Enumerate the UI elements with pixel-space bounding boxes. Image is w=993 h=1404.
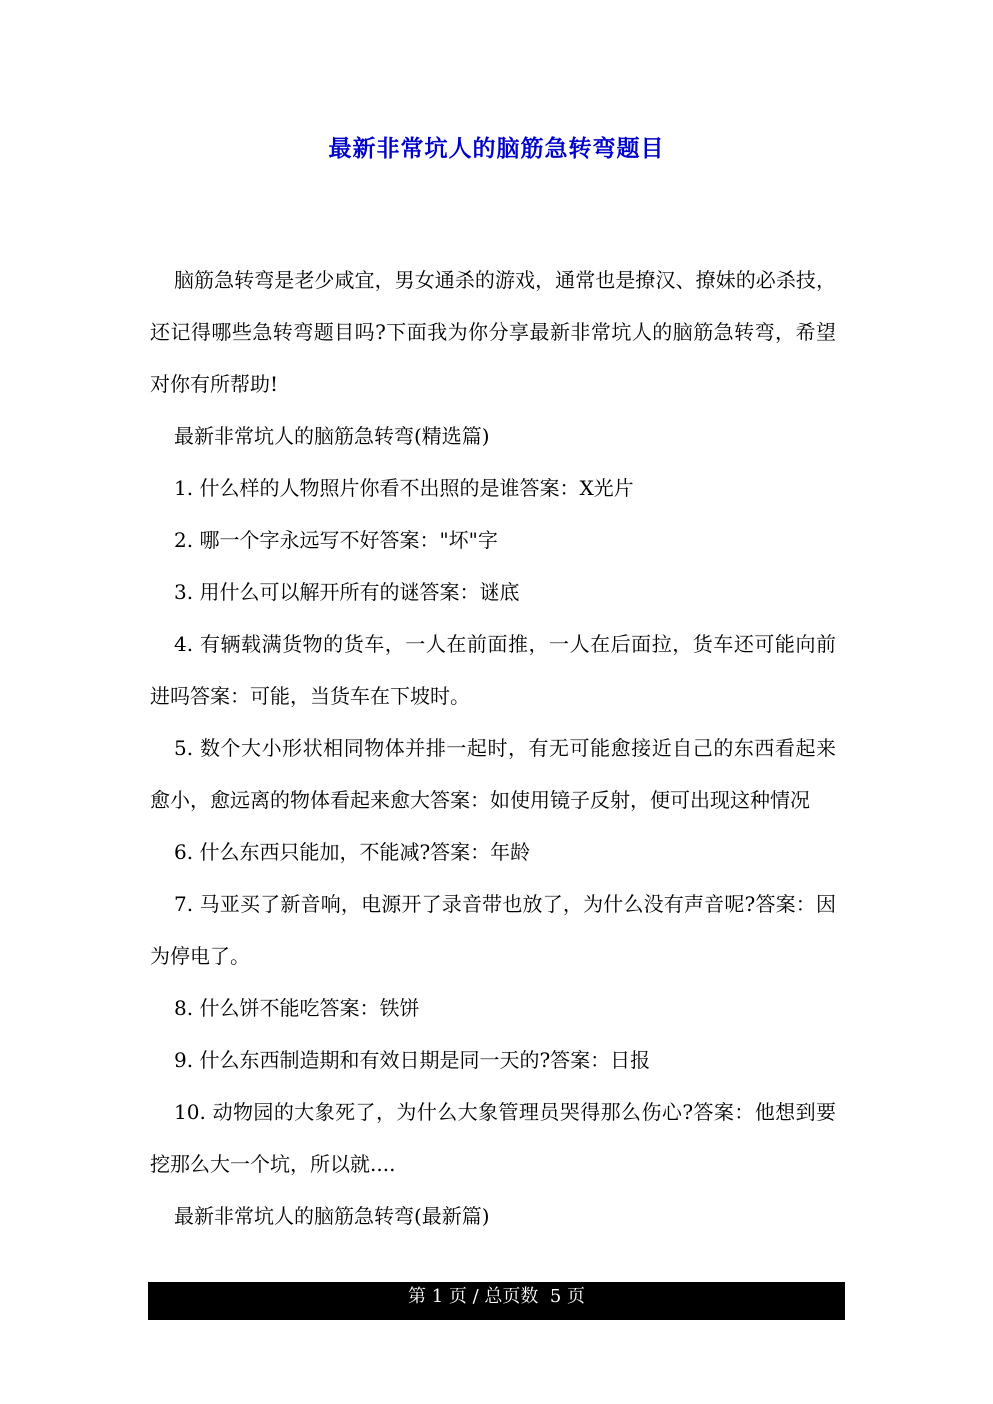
riddle-item-1: 1. 什么样的人物照片你看不出照的是谁答案：X光片 (174, 476, 634, 500)
section-heading-featured: 最新非常坑人的脑筋急转弯(精选篇) (174, 424, 490, 448)
riddle-item-3: 3. 用什么可以解开所有的谜答案：谜底 (174, 580, 520, 604)
page-number-label: 第 1 页 / 总页数 5 页 (407, 1286, 586, 1307)
riddle-item-4: 4. 有辆载满货物的货车，一人在前面推，一人在后面拉，货车还可能向前进吗答案：可能，当货车在下坡时。 (150, 632, 836, 708)
riddle-item-2: 2. 哪一个字永远写不好答案："坏"字 (174, 528, 498, 552)
riddle-item-8: 8. 什么饼不能吃答案：铁饼 (174, 996, 420, 1020)
section-heading-latest: 最新非常坑人的脑筋急转弯(最新篇) (174, 1204, 490, 1228)
riddle-item-5: 5. 数个大小形状相同物体并排一起时，有无可能愈接近自己的东西看起来愈小，愈远离的物体看起来愈大答案：如使用镜子反射，便可出现这种情况 (150, 736, 836, 812)
riddle-item-7: 7. 马亚买了新音响，电源开了录音带也放了，为什么没有声音呢?答案：因为停电了。 (150, 892, 836, 968)
document-title: 最新非常坑人的脑筋急转弯题目 (328, 136, 665, 162)
riddle-item-6: 6. 什么东西只能加，不能减?答案：年龄 (174, 840, 531, 864)
riddle-item-9: 9. 什么东西制造期和有效日期是同一天的?答案：日报 (174, 1048, 651, 1072)
intro-paragraph: 脑筋急转弯是老少咸宜，男女通杀的游戏，通常也是撩汉、撩妹的必杀技，还记得哪些急转弯题目吗?下面我为你分享最新非常坑人的脑筋急转弯，希望对你有所帮助! (150, 268, 836, 396)
page-footer (148, 1282, 845, 1320)
document-body (150, 254, 836, 1242)
riddle-item-10: 10. 动物园的大象死了，为什么大象管理员哭得那么伤心?答案：他想到要挖那么大一个坑，所以就.... (150, 1100, 836, 1176)
